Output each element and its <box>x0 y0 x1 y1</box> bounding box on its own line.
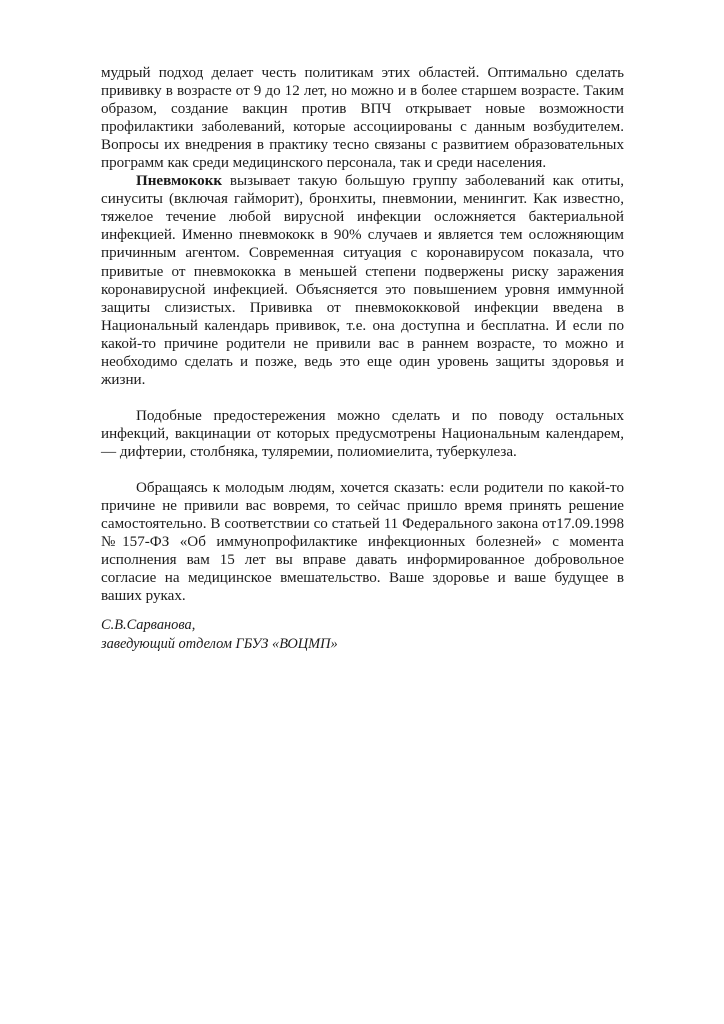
paragraph-spacer <box>101 389 624 407</box>
bold-lead-pneumococcus: Пневмококк <box>136 173 223 190</box>
paragraph-text: мудрый подход делает честь политикам этих областей. Оптимально сделать прививку в возрасте от 9 до 12 лет, но можно и в более старшем возрасте. Таким образом, создание вакцин против ВПЧ открывает новые возможности профилактики заболеваний, которые ассоциированы с данным возбудителем. Вопросы их внедрения в практику тесно связаны с развитием образовательных программ как среди медицинского персонала, так и среди населения. <box>101 65 624 172</box>
signature-name: С.В.Сарванова, <box>101 617 196 634</box>
signature-position: заведующий отделом ГБУЗ «ВОЦМП» <box>101 635 338 652</box>
paragraph-text: вызывает такую большую группу заболеваний как отиты, синуситы (включая гайморит), бронхиты, пневмонии, менингит. Как известно, тяжелое течение любой вирусной инфекции осложняется бактериальной инфекцией. Именно пневмококк в 90% случаев и является тем осложняющим причинным агентом. Современная ситуация с коронавирусом показала, что привитые от пневмококка в меньшей степени подвержены риску заражения коронавирусной инфекцией. Объясняется это повышением уровня иммунной защиты слизистых. Прививка от пневмококковой инфекции введена в Национальный календарь прививок, т.е. она доступна и бесплатна. И если по какой-то причине родители не привили вас в раннем возрасте, то можно и необходимо сделать и позже, ведь это еще один уровень защиты здоровья и жизни. <box>101 173 624 388</box>
paragraph-other-infections <box>101 407 624 461</box>
signature-block <box>101 616 624 653</box>
paragraph-text: Подобные предостережения можно сделать и по поводу остальных инфекций, вакцинации от которых предусмотрены Национальным календарем, — дифтерии, столбняка, туляремии, полиомиелита, туберкулеза. <box>101 407 624 460</box>
paragraph-pneumococcus <box>101 172 624 389</box>
paragraph-appeal-to-youth <box>101 479 624 605</box>
paragraph-spacer <box>101 461 624 479</box>
document-body <box>101 64 624 653</box>
paragraph-text: Обращаясь к молодым людям, хочется сказать: если родители по какой-то причине не привили вас вовремя, то сейчас пришло время принять решение самостоятельно. В соответствии со статьей 11 Федерального закона от17.09.1998 №157-ФЗ «Об иммунопрофилактике инфекционных болезней» с момента исполнения вам 15 лет вы вправе давать информированное добровольное согласие на медицинское вмешательство. Ваше здоровье и ваше будущее в ваших руках. <box>101 480 624 605</box>
paragraph-continuation <box>101 64 624 172</box>
